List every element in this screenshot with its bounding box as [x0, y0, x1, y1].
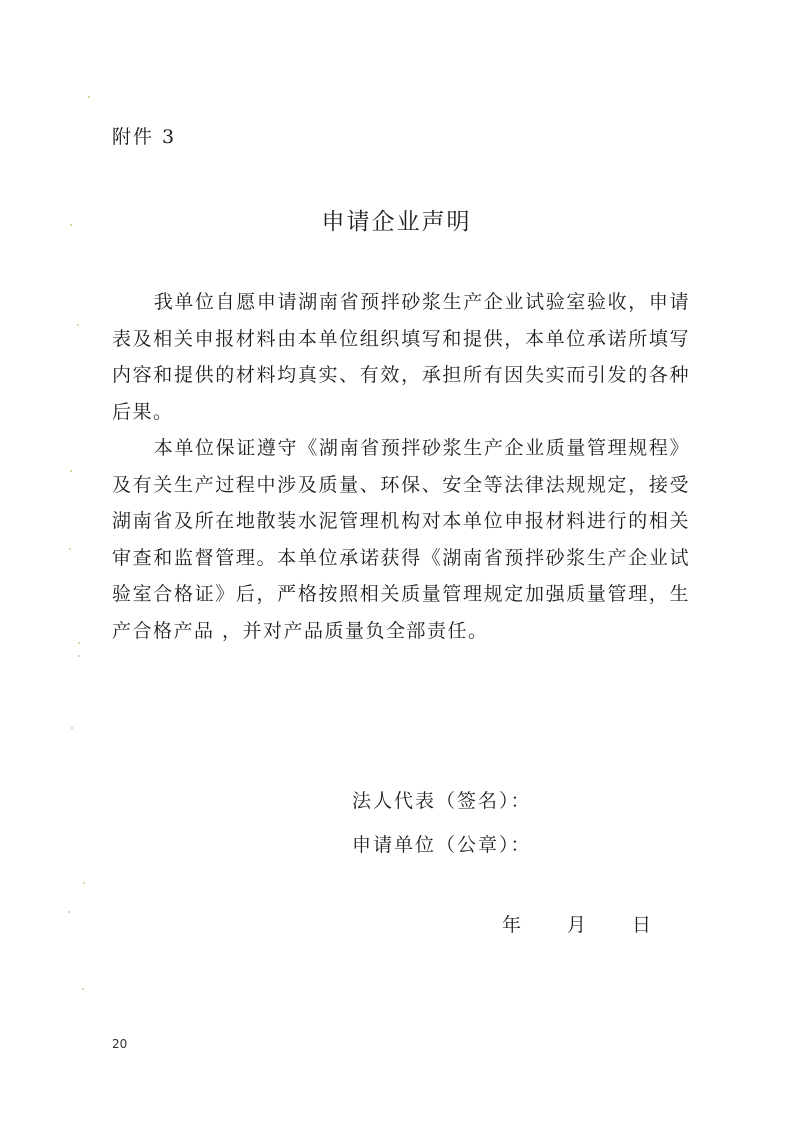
margin-dot	[69, 548, 71, 550]
margin-dot	[83, 882, 85, 884]
document-title: 申请企业声明	[321, 209, 472, 235]
margin-dot	[71, 727, 73, 729]
margin-dot	[70, 470, 72, 472]
margin-dot	[78, 655, 80, 657]
margin-dot	[78, 642, 80, 644]
declaration-paragraph-1: 我单位自愿申请湖南省预拌砂浆生产企业试验室验收，申请表及相关申报材料由本单位组织填写和提供，本单位承诺所填写内容和提供的材料均真实、有效，承担所有因失实而引发的各种后果。	[112, 291, 690, 423]
date-day-label: 日	[632, 914, 652, 936]
legal-representative-signature-line: 法人代表（签名）：	[352, 790, 532, 812]
margin-dot	[77, 324, 79, 326]
attachment-label: 附件 3	[112, 126, 177, 148]
margin-dot	[88, 96, 90, 98]
date-year-label: 年	[502, 914, 522, 936]
date-month-label: 月	[567, 914, 587, 936]
margin-dot	[68, 911, 70, 913]
declaration-body	[112, 284, 690, 649]
margin-dot	[82, 988, 84, 990]
page-number: 20	[112, 1037, 128, 1051]
declaration-paragraph-2: 本单位保证遵守《湖南省预拌砂浆生产企业质量管理规程》及有关生产过程中涉及质量、环保、安全等法律法规规定，接受湖南省及所在地散装水泥管理机构对本单位申报材料进行的相关审查和监督管理。本单位承诺获得《湖南省预拌砂浆生产企业试验室合格证》后，严格按照相关质量管理规定加强质量管理，生产合格产品 ，并对产品质量负全部责任。	[112, 437, 690, 642]
applicant-unit-seal-line: 申请单位（公章）：	[352, 834, 532, 856]
